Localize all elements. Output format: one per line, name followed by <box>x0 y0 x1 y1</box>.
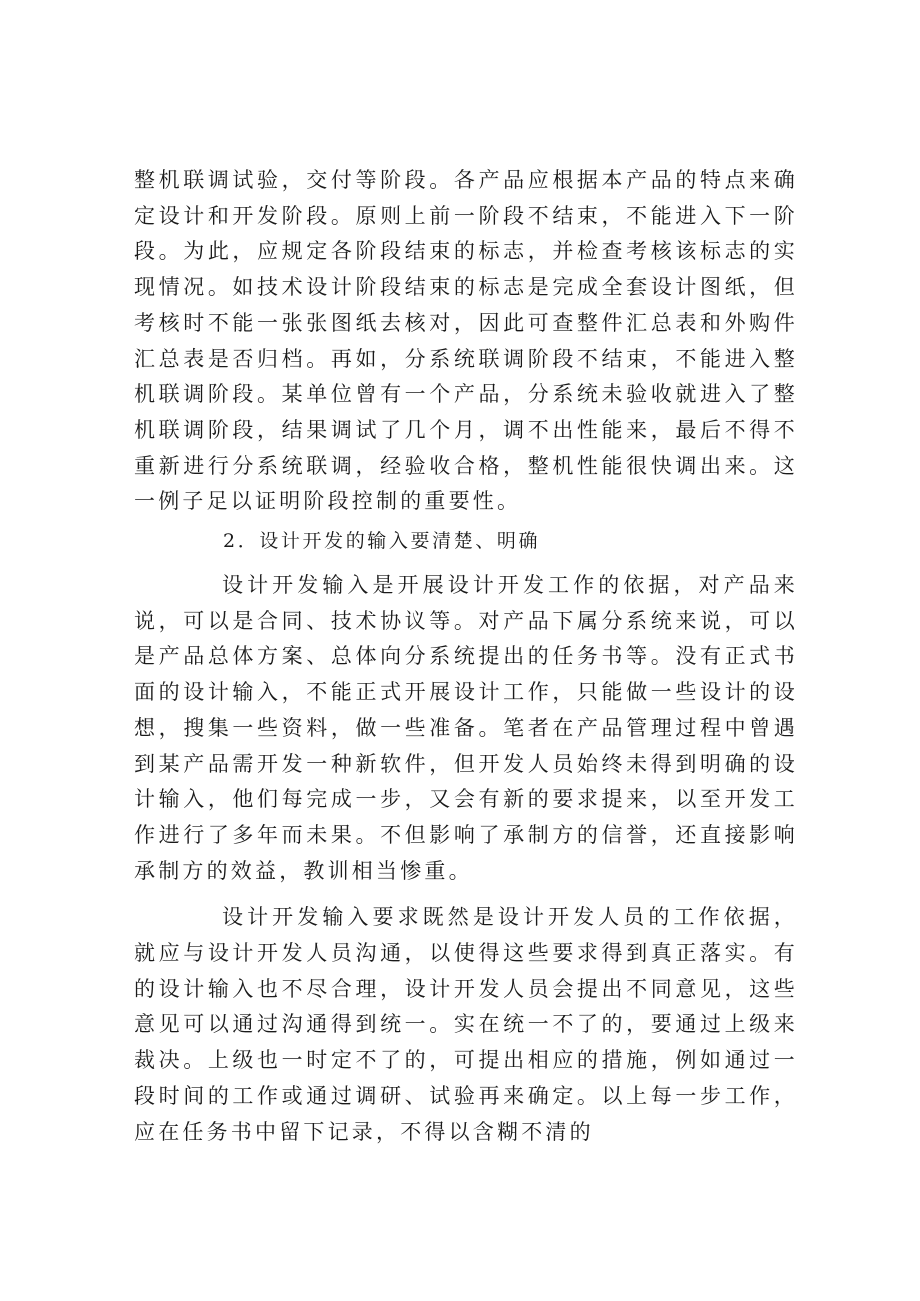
paragraph-gap <box>134 889 798 900</box>
document-page <box>134 163 798 1150</box>
paragraph-stage-control: 整机联调试验，交付等阶段。各产品应根据本产品的特点来确定设计和开发阶段。原则上前一阶段不结束，不能进入下一阶段。为此，应规定各阶段结束的标志，并检查考核该标志的实现情况。如技术设计阶段结束的标志是完成全套设计图纸，但考核时不能一张张图纸去核对，因此可查整件汇总表和外购件汇总表是否归档。再如，分系统联调阶段不结束，不能进入整机联调阶段。某单位曾有一个产品，分系统未验收就进入了整机联调阶段，结果调试了几个月，调不出性能来，最后不得不重新进行分系统联调，经验收合格，整机性能很快调出来。这一例子足以证明阶段控制的重要性。 <box>134 168 798 514</box>
section-heading: 2．设计开发的输入要清楚、明确 <box>223 530 541 553</box>
paragraph-communication: 设计开发输入要求既然是设计开发人员的工作依据，就应与设计开发人员沟通，以使得这些要求得到真正落实。有的设计输入也不尽合理，设计开发人员会提出不同意见，这些意见可以通过沟通得到统一。实在统一不了的，要通过上级来裁决。上级也一时定不了的，可提出相应的措施，例如通过一段时间的工作或通过调研、试验再来确定。以上每一步工作，应在任务书中留下记录，不得以含糊不清的 <box>134 905 798 1144</box>
paragraph-design-input: 设计开发输入是开展设计开发工作的依据，对产品来说，可以是合同、技术协议等。对产品下属分系统来说，可以是产品总体方案、总体向分系统提出的任务书等。没有正式书面的设计输入，不能正式开展设计工作，只能做一些设计的设想，搜集一些资料，做一些准备。笔者在产品管理过程中曾遇到某产品需开发一种新软件，但开发人员始终未得到明确的设计输入，他们每完成一步，又会有新的要求提来，以至开发工作进行了多年而未果。不但影响了承制方的信誉，还直接影响承制方的效益，教训相当惨重。 <box>134 573 798 883</box>
